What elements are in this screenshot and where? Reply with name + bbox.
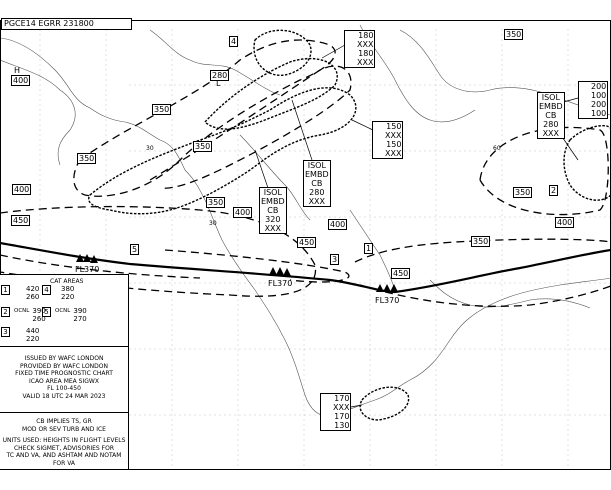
tropopause-height: 450 <box>393 269 409 278</box>
tropopause-height: 350 <box>195 142 211 151</box>
icing-turbulence-box: 170 XXX 170 130 <box>320 393 351 431</box>
tropopause-height: 350 <box>515 188 531 197</box>
tropopause-height: 350 <box>79 154 95 163</box>
tropopause-height: 350 <box>473 237 489 246</box>
cat-area-entry: 1 420 260 <box>1 285 39 301</box>
icing-turbulence-box: 180 XXX 180 XXX <box>344 30 375 68</box>
latitude-label: 30 <box>146 145 154 152</box>
cat-area-entry: 2 $^{OCNL}$ 390 260 <box>1 307 46 323</box>
cb-info-box: ISOL EMBD CB 280 XXX <box>539 93 563 138</box>
tropopause-height: 350 <box>208 198 224 207</box>
cb-info-box: ISOL EMBD CB 320 XXX <box>261 188 285 233</box>
cat-area-number: 5 <box>132 245 138 254</box>
jet-flight-level: FL370 <box>75 265 100 274</box>
cb-note: CB IMPLIES TS, GR MOD OR SEV TURB AND ICE <box>22 418 106 433</box>
tropopause-height: 350 <box>506 30 522 39</box>
high-pressure-letter: H <box>14 66 21 75</box>
chart-header: PGCE14 EGRR 231800 <box>1 18 132 30</box>
cb-info-box: ISOL EMBD CB 280 XXX <box>305 161 329 206</box>
cat-area-entry: 5 $^{OCNL}$ 390 270 <box>42 307 87 323</box>
cat-area-number: 3 <box>332 255 338 264</box>
jet-flight-level: FL370 <box>375 296 400 305</box>
tropopause-height: 400 <box>330 220 346 229</box>
cat-area-entry: 3 440 220 <box>1 327 39 343</box>
chart-legend <box>0 274 129 469</box>
icing-turbulence-box: 150 XXX 150 XXX <box>372 121 403 159</box>
units-note: UNITS USED: HEIGHTS IN FLIGHT LEVELS CHECK SIGMET, ADVISORIES FOR TC AND VA, AND ASHTAM AND NOTAM FOR VA <box>2 437 126 467</box>
tropopause-height: 280 <box>212 71 228 80</box>
cat-areas-title: CAT AREAS <box>50 278 84 285</box>
cat-area-number: 1 <box>366 244 372 253</box>
cat-area-number: 2 <box>551 186 557 195</box>
cat-area-entry: 4 380 220 <box>42 285 74 301</box>
low-pressure-letter: L <box>216 79 221 88</box>
tropopause-height: 400 <box>235 208 251 217</box>
tropopause-height: 350 <box>154 105 170 114</box>
tropopause-height: 450 <box>13 216 29 225</box>
issued-by-note: ISSUED BY WAFC LONDON PROVIDED BY WAFC LONDON FIXED TIME PROGNOSTIC CHART ICAO AREA MEA SIGWX FL 100-450 VALID 18 UTC 24 MAR 2023 <box>15 355 113 400</box>
cat-area-number: 4 <box>231 37 237 46</box>
tropopause-height: 450 <box>299 238 315 247</box>
high-pressure-value: 400 <box>13 76 29 85</box>
tropopause-height: 400 <box>14 185 30 194</box>
tropopause-height: 400 <box>557 218 573 227</box>
jet-flight-level: FL370 <box>268 279 293 288</box>
icing-turbulence-box: 200 100 200 100 <box>578 81 608 119</box>
latitude-label: 60 <box>493 145 501 152</box>
latitude-label: 30 <box>209 220 217 227</box>
